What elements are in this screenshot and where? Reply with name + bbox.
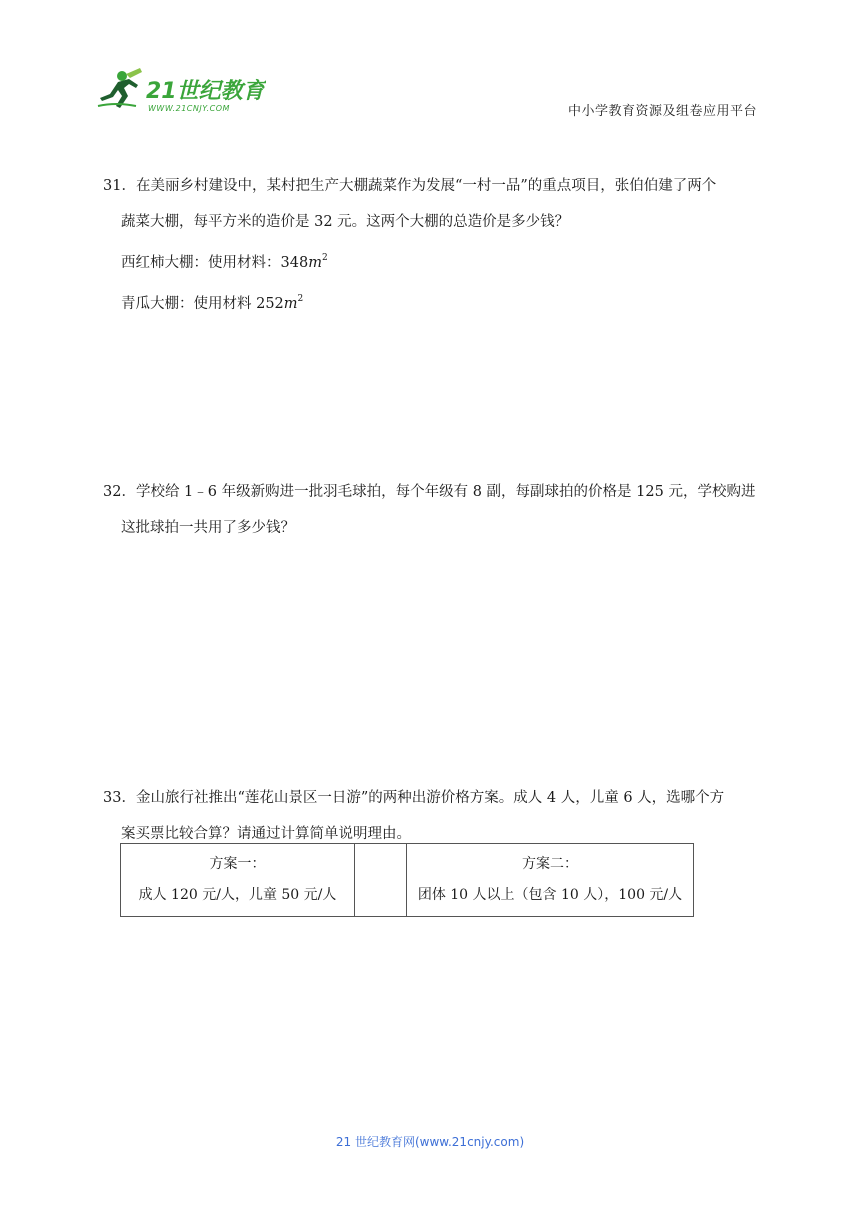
cucumber-greenhouse-item xyxy=(103,281,763,322)
plan-2-cell xyxy=(407,844,694,917)
question-31 xyxy=(103,168,763,322)
plan-1-body: 成人 120 元/人，儿童 50 元/人 xyxy=(138,887,337,903)
svg-text:21世纪教育: 21世纪教育 xyxy=(146,79,265,104)
unit-m: m xyxy=(283,296,298,312)
plan-2-title: 方案二： xyxy=(522,856,578,872)
unit-exponent: 2 xyxy=(321,253,328,263)
question-31-line2: 蔬菜大棚，每平方米的造价是 32 元。这两个大棚的总造价是多少钱？ xyxy=(121,214,570,230)
tomato-greenhouse-label: 西红柿大棚：使用材料：348 xyxy=(121,255,309,271)
cucumber-greenhouse-label: 青瓜大棚：使用材料 252 xyxy=(121,296,284,312)
plan-2-body: 团体 10 人以上（包含 10 人），100 元/人 xyxy=(417,887,683,903)
plan-1-cell xyxy=(121,844,355,917)
plan-gap-cell xyxy=(355,844,407,917)
page-header xyxy=(0,0,860,130)
unit-m: m xyxy=(308,255,322,271)
question-32-line2: 这批球拍一共用了多少钱？ xyxy=(121,520,295,536)
table-row xyxy=(121,844,694,917)
question-33-line1: 33．金山旅行社推出“莲花山景区一日游”的两种出游价格方案。成人 4 人，儿童 6 人，选哪个方 xyxy=(103,790,725,806)
page-footer: 21 世纪教育网(www.21cnjy.com) xyxy=(335,1135,525,1149)
unit-exponent: 2 xyxy=(297,294,304,304)
site-logo xyxy=(96,66,266,116)
plan-1-title: 方案一： xyxy=(209,856,266,872)
question-32-line1: 32．学校给 1﹣6 年级新购进一批羽毛球拍，每个年级有 8 副，每副球拍的价格是 125 元，学校购进 xyxy=(103,484,756,500)
svg-text:WWW.21CNJY.COM: WWW.21CNJY.COM xyxy=(148,104,230,113)
price-plans-table xyxy=(120,843,694,917)
question-32 xyxy=(103,474,763,546)
tomato-greenhouse-item xyxy=(103,240,763,281)
question-33-line2: 案买票比较合算？请通过计算简单说明理由。 xyxy=(121,826,411,842)
runner-logo-icon xyxy=(96,66,266,116)
platform-name: 中小学教育资源及组卷应用平台 xyxy=(567,104,757,119)
question-31-line1: 31．在美丽乡村建设中，某村把生产大棚蔬菜作为发展“一村一品”的重点项目，张伯伯建了两个 xyxy=(103,178,717,194)
question-33 xyxy=(103,780,763,852)
